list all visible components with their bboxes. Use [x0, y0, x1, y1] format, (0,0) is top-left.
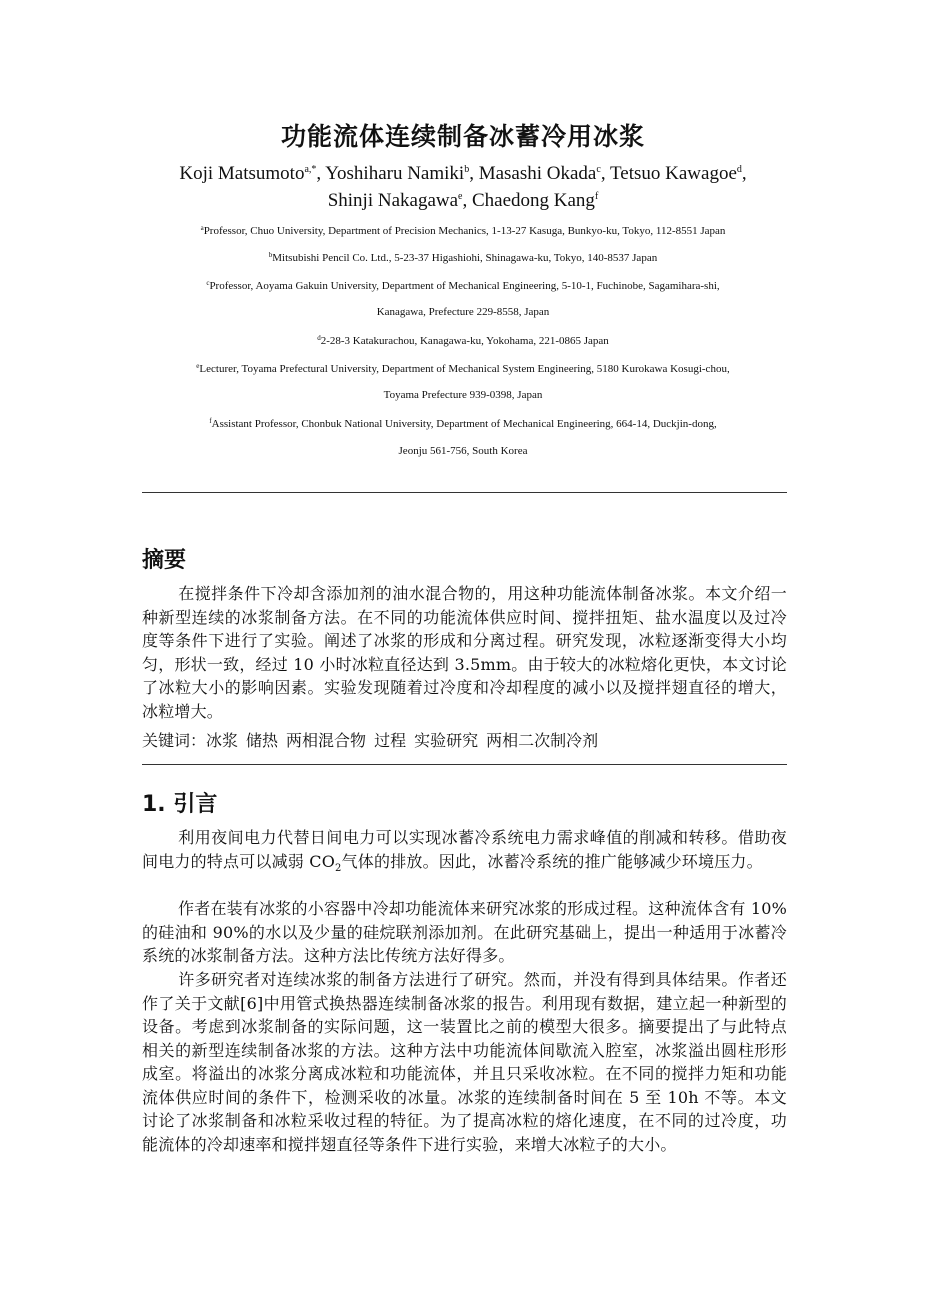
affiliation-b	[0, 251, 926, 264]
affiliation-e	[0, 362, 926, 375]
aff-sup: f	[209, 417, 212, 425]
author-sup: e	[458, 191, 463, 202]
author-sup: a,*	[304, 164, 317, 175]
section-1-paragraph-3	[142, 968, 787, 1156]
aff-text: 2-28-3 Katakurachou, Kanagawa-ku, Yokohama, 221-0865 Japan	[320, 335, 609, 347]
author-name: Tetsuo Kawagoe	[610, 163, 737, 184]
aff-text: Mitsubishi Pencil Co. Ltd., 5-23-37 Higashiohi, Shinagawa-ku, Tokyo, 140-8537 Japan	[272, 252, 658, 264]
author-sup: c	[596, 164, 601, 175]
section-1-paragraph-1	[142, 826, 787, 880]
aff-text: Professor, Aoyama Gakuin University, Department of Mechanical Engineering, 5-10-1, Fuchinobe, Sagamihara-shi,	[209, 280, 720, 292]
keyword: 两相混合物	[286, 731, 367, 750]
affiliation-e-cont	[0, 389, 926, 401]
author-sup: d	[736, 164, 742, 175]
affiliation-d	[0, 334, 926, 347]
keywords-line	[142, 729, 787, 753]
p1-text-a: 利用夜间电力代替日间电力可以实现冰蓄冷系统电力需求峰值的削减和转移。借助夜间电力的特点可以减弱 CO	[142, 828, 787, 871]
p3-text: 许多研究者对连续冰浆的制备方法进行了研究。然而，并没有得到具体结果。作者还作了关于文献[6]中用管式换热器连续制备冰浆的报告。利用现有数据，建立起一种新型的设备。考虑到冰浆制备的实际问题，这一装置比之前的模型大很多。摘要提出了与此特点相关的新型连续制备冰浆的方法。这种方法中功能流体间歇流入腔室，冰浆溢出圆柱形形成室。将溢出的冰浆分离成冰粒和功能流体，并且只采收冰粒。在不同的搅拌力矩和功能流体供应时间的条件下，检测采收的冰量。冰浆的连续制备时间在 5 至 10h 不等。本文讨论了冰浆制备和冰粒采收过程的特征。为了提高冰粒的熔化速度，在不同的过冷度，功能流体的冷却速率和搅拌翅直径等条件下进行实验，来增大冰粒子的大小。	[142, 970, 787, 1154]
section-1-paragraph-2	[142, 897, 787, 968]
author-sup: f	[594, 191, 599, 202]
aff-sup: a	[200, 224, 204, 232]
author-sup: b	[464, 164, 470, 175]
aff-sup: e	[196, 362, 200, 370]
author-line-2: Shinji Nakagawa$^e$, Chaedong Kang$^f$	[327, 190, 599, 211]
abstract-text	[142, 582, 787, 723]
aff-text: Kanagawa, Prefecture 229-8558, Japan	[376, 306, 550, 318]
aff-text: Assistant Professor, Chonbuk National University, Department of Mechanical Engineering, 664-14, Duckjin-dong,	[211, 418, 717, 430]
author-name: Chaedong Kang	[471, 190, 595, 211]
keyword: 实验研究	[414, 731, 479, 750]
section-divider	[142, 764, 787, 765]
p2-text: 作者在装有冰浆的小容器中冷却功能流体来研究冰浆的形成过程。这种流体含有 10%的硅油和 90%的水以及少量的硅烷联剂添加剂。在此研究基础上，提出一种适用于冰蓄冷系统的冰浆制备方法。这种方法比传统方法好得多。	[142, 899, 787, 965]
author-name: Shinji Nakagawa	[327, 190, 459, 211]
keyword: 过程	[374, 731, 407, 750]
keywords-label: 关键词：	[142, 731, 207, 750]
paper-title: 功能流体连续制备冰蓄冷用冰浆	[280, 122, 645, 151]
affiliation-c	[0, 279, 926, 292]
top-divider	[142, 492, 787, 493]
aff-text: Professor, Chuo University, Department of Precision Mechanics, 1-13-27 Kasuga, Bunkyo-ku, Tokyo, 112-8551 Japan	[203, 225, 726, 237]
p1-text-b: 气体的排放。因此，冰蓄冷系统的推广能够减少环境压力。	[341, 851, 763, 871]
author-name: Koji Matsumoto	[179, 163, 305, 184]
p1-subscript: 2	[335, 862, 342, 874]
aff-sup: c	[206, 279, 210, 287]
keyword: 冰浆	[206, 731, 239, 750]
keyword: 储热	[246, 731, 279, 750]
section-1-heading: 1. 引言	[142, 792, 218, 817]
author-name: Yoshiharu Namiki	[325, 163, 465, 184]
aff-text: Lecturer, Toyama Prefectural University, Department of Mechanical System Engineering, 5180 Kurokawa Kosugi-chou,	[199, 363, 730, 375]
affiliation-f-cont	[0, 445, 926, 457]
aff-text: Toyama Prefecture 939-0398, Japan	[383, 389, 543, 401]
aff-sup: b	[268, 251, 273, 259]
abstract-body: 在搅拌条件下冷却含添加剂的油水混合物的，用这种功能流体制备冰浆。本文介绍一种新型连续的冰浆制备方法。在不同的功能流体供应时间、搅拌扭矩、盐水温度以及过冷度等条件下进行了实验。阐述了冰浆的形成和分离过程。研究发现，冰粒逐渐变得大小均匀，形状一致，经过 10 小时冰粒直径达到 3.5mm。由于较大的冰粒熔化更快，本文讨论了冰粒大小的影响因素。实验发现随着过冷度和冷却程度的减小以及搅拌翅直径的增大，冰粒增大。	[142, 584, 787, 721]
affiliation-f	[0, 417, 926, 430]
affiliation-a	[0, 224, 926, 237]
author-name: Masashi Okada	[478, 163, 597, 184]
aff-text: Jeonju 561-756, South Korea	[398, 445, 528, 457]
abstract-heading: 摘要	[142, 548, 187, 573]
author-line-1: Koji Matsumoto$^{a,*}$, Yoshiharu Namiki$^b$, Masashi Okada$^c$, Tetsuo Kawagoe$^d$,	[179, 163, 747, 184]
aff-sup: d	[317, 334, 321, 342]
keyword: 两相二次制冷剂	[486, 731, 599, 750]
affiliation-c-cont	[0, 306, 926, 318]
